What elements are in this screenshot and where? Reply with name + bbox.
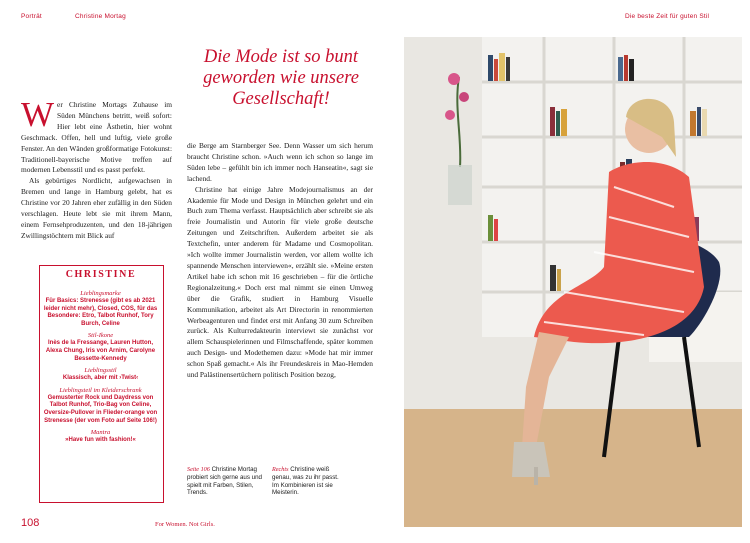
caption-2 <box>272 466 340 497</box>
profile-box-content <box>42 286 159 445</box>
box-label: Lieblingsteil im Kleiderschrank <box>59 386 142 394</box>
paragraph: Als gebürtiges Nordlicht, aufgewachsen in Bremen und lange in Hamburg gelebt, hat es Christine vor 20 Jahren eher zufällig in den Süden verschlagen. Heute lebt sie mit ihrem Mann, einem Fernsehproduzenten, und den 18-jährigen Zwillingstöchtern mit Blick auf <box>21 176 172 240</box>
box-value: Inès de la Fressange, Lauren Hutton, Alexa Chung, Iris von Arnim, Carolyne Bessette-Kennedy <box>45 340 156 362</box>
running-tagline: Die beste Zeit für guten Stil <box>625 13 710 20</box>
paragraph: die Berge am Starnberger See. Denn Wasser um sich herum braucht Christine schon. »Auch wenn ich schon so lange im Süden lebe – gefühlt bin ich immer noch Hanseatin«, sagt sie lachend. <box>187 141 373 183</box>
page-number: 108 <box>21 517 40 529</box>
footer-text: For Women. Not Girls. <box>155 521 215 528</box>
profile-box-title: CHRISTINE <box>61 269 141 280</box>
caption-text: Christine weiß genau, was zu ihr passt. Im Kombinieren ist sie Meisterin. <box>272 466 339 497</box>
box-value: Gemusterter Rock und Daydress von Talbot Runhof, Trio-Bag von Celine, Oversize-Pullover in Flieder-orange von Strenesse (der vom Foto auf Seite 106!) <box>43 394 158 424</box>
box-label: Lieblingsstil <box>84 367 117 375</box>
caption-1 <box>187 466 267 497</box>
box-value: »Have fun with fashion!« <box>65 437 136 444</box>
paragraph: er Christine Mortags Zuhause im Süden Münchens betritt, weiß sofort: Hier lebt eine Ästhetin, hier wohnt Geschmack. Offen, hell und luftig, viele große Fenster. An den Wänden großformatige Fotokunst: Traditionell-bayerische Motive treffen auf modernen Lebensstil und es passt perfekt. <box>21 100 172 175</box>
box-label: Mantra <box>90 429 111 437</box>
caption-text: Christine Mortag probiert sich gerne aus und spielt mit Farben, Stilen, Trends. <box>187 466 262 497</box>
box-label: Lieblingsmarke <box>80 290 121 297</box>
box-value: Für Basics: Strenesse (gibt es ab 2021 leider nicht mehr), Closed, COS, für das Besondere: Etro, Talbot Runhof, Tory Burch, Celine <box>43 298 158 327</box>
caption-label: Rechts <box>272 466 289 473</box>
box-label: Stil-Ikone <box>87 332 114 340</box>
drop-cap: W <box>21 95 55 134</box>
caption-label: Seite 106 <box>187 466 210 473</box>
box-value: Klassisch, aber mit ›Twist‹ <box>62 375 139 382</box>
article-column-1 <box>21 95 172 242</box>
pull-quote: Die Mode ist so bunt geworden wie unsere Gesellschaft! <box>203 47 359 109</box>
paragraph: Christine hat einige Jahre Modejournalismus an der Akademie für Mode und Design in München gelehrt und ein Buch zum Thema verfasst. Hauptsächlich aber schreibt sie als freie Journalistin und Autorin für viele große deutsche Zeitungen und Zeitschriften. Außerdem arbeitet sie als Textchefin, unter anderem für Madame und Cosmopolitan. »Ich wollte immer Journalistin werden, vor allem wollte ich spannende Menschen interviewen«, erzählt sie. »Meine ersten Artikel habe ich schon mit 16 geschrieben – für die örtliche Regionalzeitung.« Doch erst mal nimmt sie einen Umweg über die Grafik, studiert in Hamburg Visuelle Kommunikation, arbeitet als Art Directorin in renommierten Werbeagenturen und findet erst mit Anfang 30 zum Schreiben zurück. Als Kulturredakteurin interviewt sie zunächst vor allem Schauspielerinnen und Filmschaffende, später kommen auch Design- und Modethemen dazu: »Mode hat mir immer schon Spaß gemacht.« Als ihr Freundeskreis in Mao-Hemden und Palästinensertüchern politisch Position bezog, <box>187 184 373 380</box>
article-column-2 <box>187 141 373 381</box>
portrait-photo-art <box>404 37 742 527</box>
running-name: Christine Mortag <box>75 13 126 20</box>
portrait-photo <box>404 37 742 527</box>
section-label: Porträt <box>21 13 42 20</box>
